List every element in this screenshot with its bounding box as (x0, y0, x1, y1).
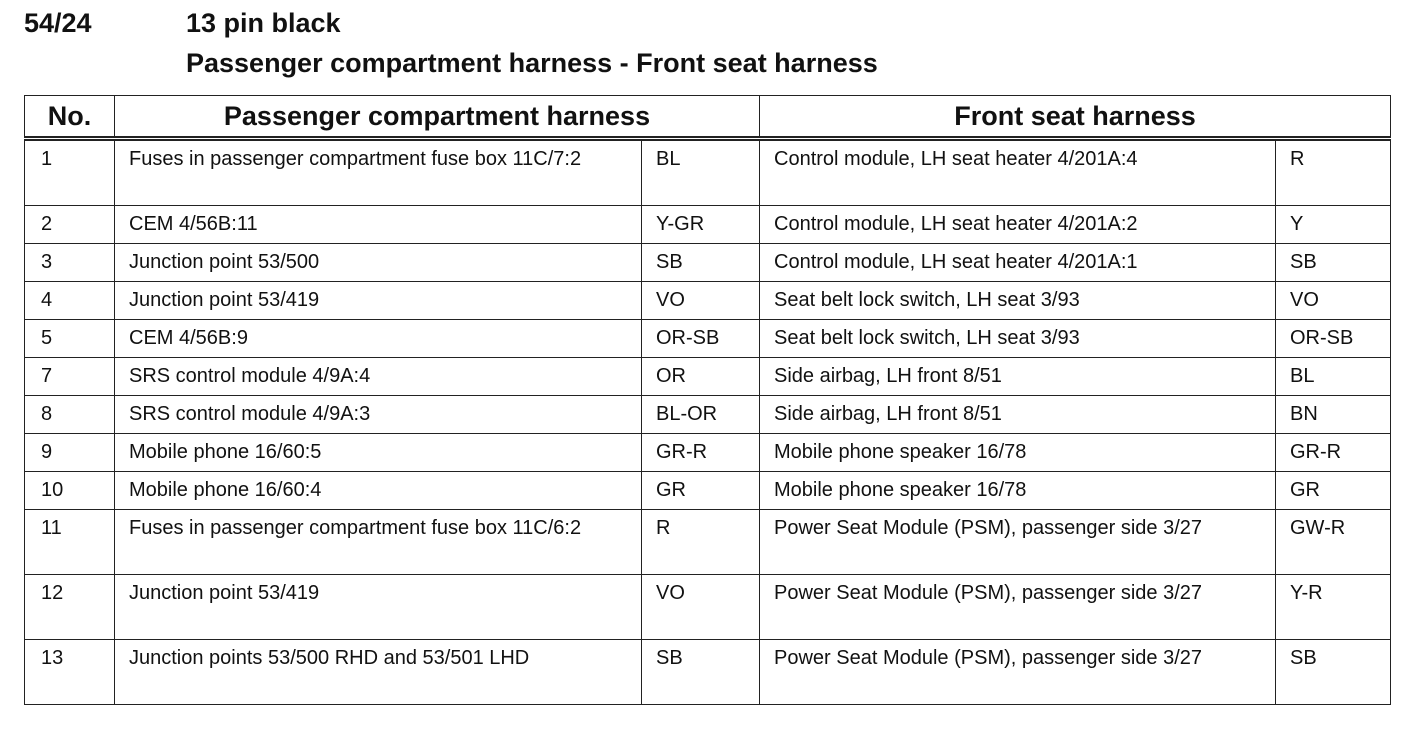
passenger-harness-wire-color: SB (642, 640, 760, 705)
front-seat-harness-wire-color: R (1276, 139, 1391, 206)
header-passenger-harness: Passenger compartment harness (115, 96, 760, 139)
passenger-harness-description: SRS control module 4/9A:4 (115, 358, 642, 396)
header-front-seat-harness: Front seat harness (760, 96, 1391, 139)
table-row (25, 396, 1391, 434)
front-seat-harness-wire-color: GW-R (1276, 510, 1391, 575)
front-seat-harness-description: Seat belt lock switch, LH seat 3/93 (760, 320, 1276, 358)
passenger-harness-wire-color: BL (642, 139, 760, 206)
table-row (25, 434, 1391, 472)
table-row (25, 320, 1391, 358)
front-seat-harness-description: Mobile phone speaker 16/78 (760, 434, 1276, 472)
connector-subtitle: Passenger compartment harness - Front seat harness (186, 48, 878, 78)
front-seat-harness-description: Control module, LH seat heater 4/201A:4 (760, 139, 1276, 206)
passenger-harness-wire-color: VO (642, 282, 760, 320)
front-seat-harness-description: Power Seat Module (PSM), passenger side 3/27 (760, 575, 1276, 640)
front-seat-harness-wire-color: GR-R (1276, 434, 1391, 472)
table-header-row (25, 96, 1391, 139)
table-row (25, 358, 1391, 396)
table-row (25, 282, 1391, 320)
pin-number: 7 (25, 358, 115, 396)
front-seat-harness-description: Mobile phone speaker 16/78 (760, 472, 1276, 510)
front-seat-harness-wire-color: BN (1276, 396, 1391, 434)
pin-number: 10 (25, 472, 115, 510)
passenger-harness-description: CEM 4/56B:9 (115, 320, 642, 358)
front-seat-harness-wire-color: SB (1276, 244, 1391, 282)
passenger-harness-description: Mobile phone 16/60:4 (115, 472, 642, 510)
table-row (25, 640, 1391, 705)
passenger-harness-wire-color: OR (642, 358, 760, 396)
pin-number: 4 (25, 282, 115, 320)
passenger-harness-wire-color: GR (642, 472, 760, 510)
passenger-harness-description: Fuses in passenger compartment fuse box 11C/7:2 (115, 139, 642, 206)
header-no: No. (25, 96, 115, 139)
passenger-harness-wire-color: SB (642, 244, 760, 282)
connector-title: 13 pin black (186, 8, 341, 38)
table-row (25, 510, 1391, 575)
front-seat-harness-wire-color: SB (1276, 640, 1391, 705)
front-seat-harness-description: Seat belt lock switch, LH seat 3/93 (760, 282, 1276, 320)
pin-number: 12 (25, 575, 115, 640)
passenger-harness-wire-color: GR-R (642, 434, 760, 472)
pin-number: 8 (25, 396, 115, 434)
table-row (25, 244, 1391, 282)
front-seat-harness-wire-color: OR-SB (1276, 320, 1391, 358)
passenger-harness-description: Mobile phone 16/60:5 (115, 434, 642, 472)
pin-number: 11 (25, 510, 115, 575)
front-seat-harness-description: Power Seat Module (PSM), passenger side 3/27 (760, 640, 1276, 705)
front-seat-harness-description: Side airbag, LH front 8/51 (760, 396, 1276, 434)
front-seat-harness-description: Control module, LH seat heater 4/201A:2 (760, 206, 1276, 244)
passenger-harness-description: Fuses in passenger compartment fuse box 11C/6:2 (115, 510, 642, 575)
front-seat-harness-wire-color: BL (1276, 358, 1391, 396)
pin-number: 5 (25, 320, 115, 358)
table-row (25, 206, 1391, 244)
passenger-harness-description: Junction point 53/500 (115, 244, 642, 282)
passenger-harness-wire-color: R (642, 510, 760, 575)
passenger-harness-description: Junction point 53/419 (115, 575, 642, 640)
front-seat-harness-description: Power Seat Module (PSM), passenger side 3/27 (760, 510, 1276, 575)
pin-table (24, 95, 1391, 705)
front-seat-harness-wire-color: Y (1276, 206, 1391, 244)
front-seat-harness-wire-color: GR (1276, 472, 1391, 510)
passenger-harness-description: Junction points 53/500 RHD and 53/501 LHD (115, 640, 642, 705)
front-seat-harness-description: Control module, LH seat heater 4/201A:1 (760, 244, 1276, 282)
front-seat-harness-wire-color: Y-R (1276, 575, 1391, 640)
passenger-harness-description: SRS control module 4/9A:3 (115, 396, 642, 434)
table-row (25, 139, 1391, 206)
pin-number: 9 (25, 434, 115, 472)
pin-number: 13 (25, 640, 115, 705)
passenger-harness-description: Junction point 53/419 (115, 282, 642, 320)
front-seat-harness-description: Side airbag, LH front 8/51 (760, 358, 1276, 396)
table-row (25, 472, 1391, 510)
connector-code: 54/24 (24, 8, 92, 38)
passenger-harness-wire-color: Y-GR (642, 206, 760, 244)
pin-number: 2 (25, 206, 115, 244)
table-body (25, 139, 1391, 705)
passenger-harness-wire-color: BL-OR (642, 396, 760, 434)
front-seat-harness-wire-color: VO (1276, 282, 1391, 320)
pin-number: 1 (25, 139, 115, 206)
passenger-harness-description: CEM 4/56B:11 (115, 206, 642, 244)
passenger-harness-wire-color: VO (642, 575, 760, 640)
pin-number: 3 (25, 244, 115, 282)
passenger-harness-wire-color: OR-SB (642, 320, 760, 358)
table-row (25, 575, 1391, 640)
